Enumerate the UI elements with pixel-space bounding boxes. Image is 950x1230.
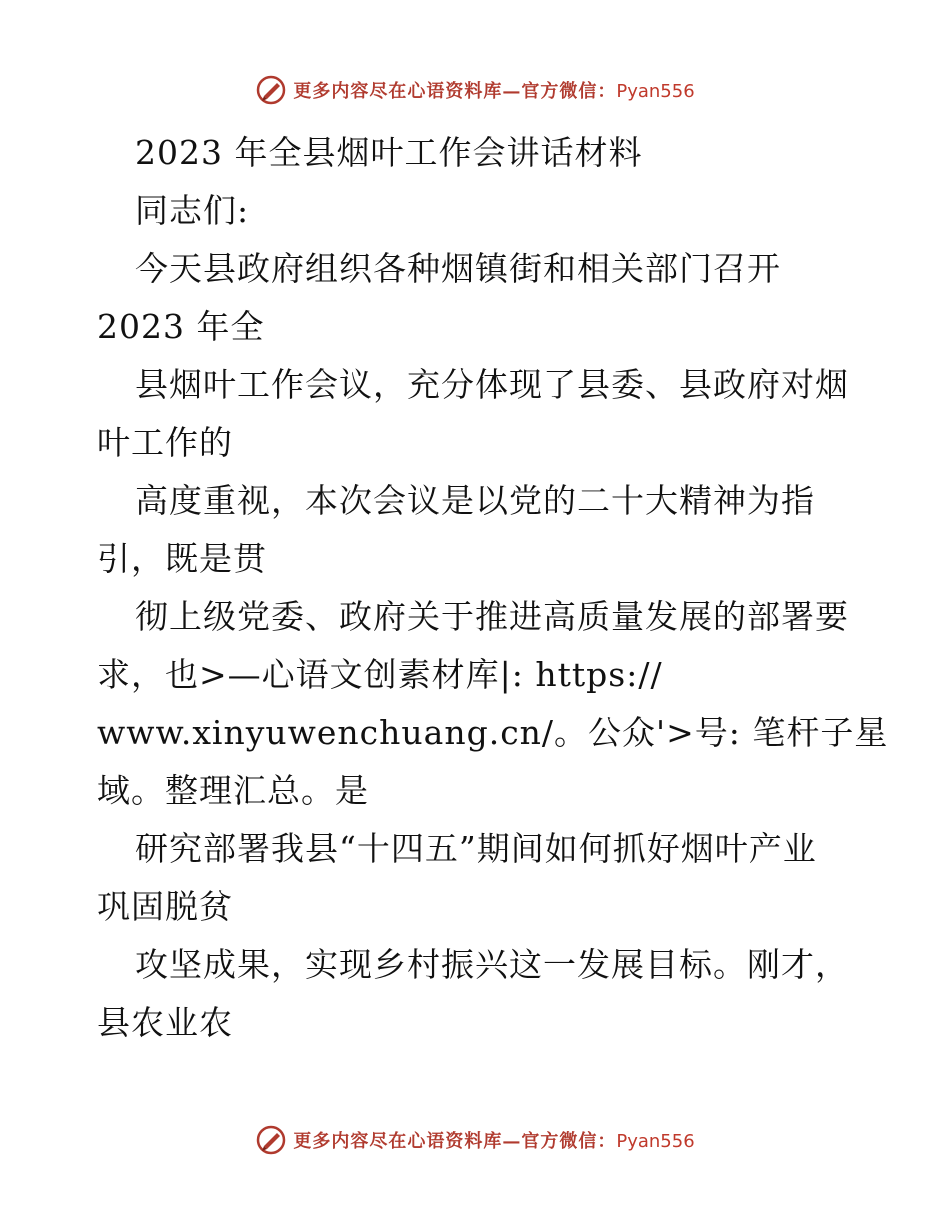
footer-banner-text: 更多内容尽在心语资料库—官方微信：Pyan556 xyxy=(293,1131,695,1152)
footer-banner-id: Pyan556 xyxy=(616,1131,695,1152)
text-line: 高度重视，本次会议是以党的二十大精神为指 xyxy=(135,481,815,520)
text-line: 县烟叶工作会议，充分体现了县委、县政府对烟 xyxy=(135,365,849,404)
text-line: 求，也>—心语文创素材库|: https:// xyxy=(97,655,663,694)
text-line: 攻坚成果，实现乡村振兴这一发展目标。刚才， xyxy=(135,945,849,984)
text-line: 研究部署我县“十四五”期间如何抓好烟叶产业 xyxy=(135,829,817,868)
text-line: 县农业农 xyxy=(97,1003,233,1042)
header-banner-text: 更多内容尽在心语资料库—官方微信：Pyan556 xyxy=(293,81,695,102)
text-line: 2023 年全 xyxy=(97,307,265,346)
footer-watermark-banner xyxy=(0,1120,950,1160)
text-line: www.xinyuwenchuang.cn/。公众'>号: 笔杆子星 xyxy=(97,713,889,752)
brand-logo-icon xyxy=(255,74,287,106)
brand-logo-icon xyxy=(255,1124,287,1156)
text-line: 域。整理汇总。是 xyxy=(97,771,369,810)
text-line: 巩固脱贫 xyxy=(97,887,233,926)
text-line: 引，既是贯 xyxy=(97,539,267,578)
header-banner-id: Pyan556 xyxy=(616,81,695,102)
text-line: 叶工作的 xyxy=(97,423,233,462)
text-line: 彻上级党委、政府关于推进高质量发展的部署要 xyxy=(135,597,849,636)
document-body xyxy=(97,124,889,1052)
header-watermark-banner xyxy=(0,70,950,110)
text-line: 今天县政府组织各种烟镇街和相关部门召开 xyxy=(135,249,781,288)
document-title: 2023 年全县烟叶工作会讲话材料 xyxy=(135,133,643,172)
salutation: 同志们: xyxy=(135,191,250,230)
